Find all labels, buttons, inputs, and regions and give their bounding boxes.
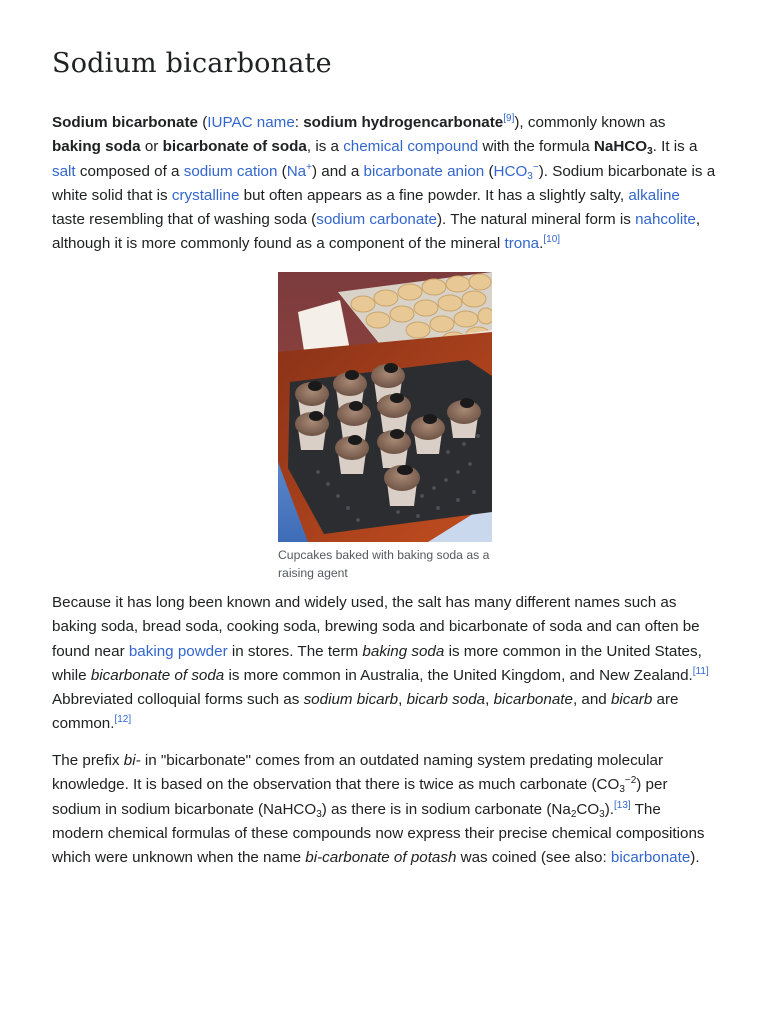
text: is more common in Australia, the United Kingdom, and New Zealand.: [224, 666, 693, 684]
italic-term: bicarbonate: [493, 691, 573, 709]
text: , is a: [306, 138, 344, 156]
text: Because it has long been known and widely used, the salt has many different names such as baking soda, bread soda, cooking soda, brewing soda and bicarbonate of soda and can often be found near: [52, 594, 700, 660]
cupcakes-figure: [278, 272, 492, 582]
text: ,: [485, 691, 494, 709]
italic-term: bicarbonate of soda: [90, 666, 225, 684]
ref-11-link[interactable]: [11]: [692, 665, 709, 677]
co-sup: −2: [624, 775, 637, 787]
ref-11[interactable]: [693, 666, 709, 677]
text: .: [539, 235, 544, 253]
figure-caption: Cupcakes baked with baking soda as a raising agent: [278, 548, 490, 580]
text: . It is a: [652, 138, 698, 156]
na2-sub: 2: [570, 808, 577, 820]
text: ). The natural mineral form is: [436, 211, 636, 229]
text: with the formula: [478, 138, 594, 156]
ref-10-link[interactable]: [10]: [543, 234, 561, 246]
co-sub: 3: [619, 784, 625, 796]
crystalline-link[interactable]: crystalline: [171, 186, 240, 204]
trona-link[interactable]: trona: [504, 235, 540, 253]
na-sup: +: [306, 161, 312, 173]
iupac-name-link[interactable]: IUPAC name: [207, 114, 295, 131]
bicarbonate-link[interactable]: bicarbonate: [610, 849, 691, 867]
ref-12-link[interactable]: [12]: [114, 714, 132, 726]
text: :: [294, 114, 304, 131]
text: The prefix: [52, 752, 124, 769]
lead-bold: Sodium bicarbonate: [52, 114, 198, 131]
hco3-ion-link[interactable]: [494, 163, 539, 180]
ref-9[interactable]: [503, 113, 514, 124]
text: (: [198, 114, 208, 131]
text: in "bicarbonate" comes from an outdated naming system predating molecular knowledge. It is based on the observation that there is twice as much carbonate (CO: [52, 752, 664, 794]
italic-term: baking soda: [362, 642, 445, 660]
italic-term: bi-: [123, 752, 141, 769]
text: (: [277, 162, 287, 180]
intro-paragraph: [52, 111, 716, 257]
text: (: [484, 162, 494, 180]
hco-text: HCO: [493, 162, 528, 180]
hco-sup: −: [532, 161, 539, 173]
text: , and: [572, 691, 611, 709]
na-ion-link[interactable]: [287, 163, 312, 180]
formula-text: NaHCO: [593, 138, 648, 156]
text: are common.: [52, 691, 679, 733]
text: taste resembling that of washing soda (: [52, 211, 317, 229]
ref-9-link[interactable]: [9]: [503, 113, 515, 124]
prefix-paragraph: [52, 749, 716, 870]
text: ) per sodium in sodium bicarbonate (NaHCO: [52, 776, 668, 818]
italic-term: bicarb soda: [406, 691, 486, 709]
text: ), commonly known as: [514, 114, 666, 131]
text: ) and a: [311, 162, 364, 180]
iupac-bold: sodium hydrogencarbonate: [303, 114, 504, 131]
baking-powder-link[interactable]: baking powder: [128, 642, 228, 660]
text: Abbreviated colloquial forms such as: [52, 691, 304, 709]
co3-sub: 3: [599, 808, 605, 820]
bicarb-soda-bold: bicarbonate of soda: [162, 138, 307, 156]
text: ).: [604, 800, 614, 818]
text: was coined (see also:: [456, 849, 611, 867]
text: but often appears as a fine powder. It has a slightly salty,: [239, 186, 629, 204]
italic-term: bicarb: [610, 691, 653, 709]
italic-term: bi-carbonate of potash: [305, 849, 457, 867]
bicarbonate-anion-link[interactable]: bicarbonate anion: [363, 162, 485, 180]
ref-13[interactable]: [614, 800, 631, 811]
sodium-cation-link[interactable]: sodium cation: [183, 162, 278, 180]
ref-10[interactable]: [543, 234, 560, 245]
ref-12[interactable]: [114, 714, 131, 725]
text: or: [140, 138, 163, 156]
text: ,: [398, 691, 407, 709]
salt-link[interactable]: salt: [52, 162, 76, 180]
names-paragraph: [52, 591, 716, 737]
alkaline-link[interactable]: alkaline: [628, 186, 680, 204]
text: ).: [690, 849, 700, 867]
text: CO: [576, 800, 600, 818]
nahcolite-link[interactable]: nahcolite: [635, 211, 696, 229]
hco-sub: 3: [527, 170, 533, 182]
text: composed of a: [75, 162, 184, 180]
na-text: Na: [286, 162, 307, 180]
cupcakes-image[interactable]: [278, 272, 492, 542]
text: in stores. The term: [227, 642, 363, 660]
formula-sub: 3: [647, 146, 653, 158]
text: is more common in the United States, while: [52, 642, 702, 684]
text: ). Sodium bicarbonate is a white solid that is: [52, 162, 716, 204]
formula-bold: [593, 138, 653, 158]
sodium-carbonate-link[interactable]: sodium carbonate: [316, 211, 437, 229]
text: , although it is more commonly found as a component of the mineral: [52, 211, 701, 253]
chemical-compound-link[interactable]: chemical compound: [343, 138, 479, 156]
nahco-sub: 3: [316, 808, 322, 820]
baking-soda-bold: baking soda: [52, 138, 141, 156]
italic-term: sodium bicarb: [303, 691, 399, 709]
ref-13-link[interactable]: [13]: [614, 799, 631, 811]
text: ) as there is in sodium carbonate (Na: [321, 800, 571, 818]
page-title: Sodium bicarbonate: [52, 48, 332, 79]
text: The modern chemical formulas of these compounds now express their precise chemical compositions which were unknown when the name: [52, 800, 705, 867]
